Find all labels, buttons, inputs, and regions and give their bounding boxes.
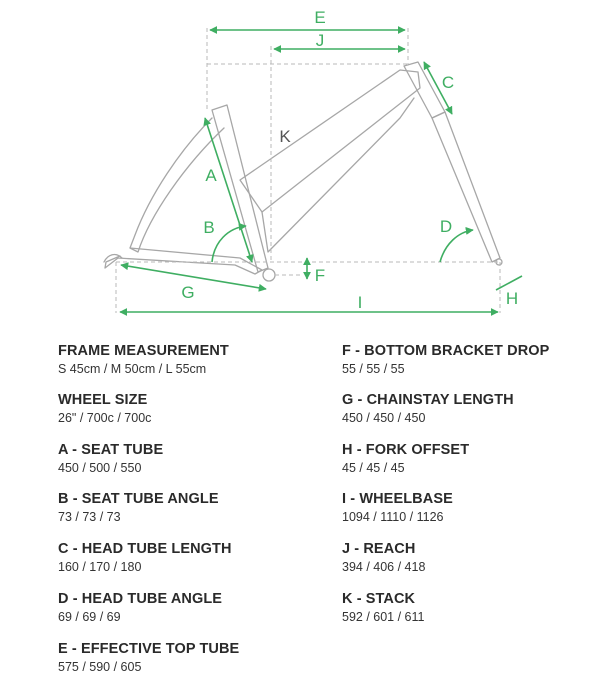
- spec-title: J - REACH: [342, 541, 416, 557]
- dim-a-line: [205, 118, 252, 262]
- spec-value: 160 / 170 / 180: [58, 560, 142, 574]
- spec-value: 55 / 55 / 55: [342, 362, 405, 376]
- spec-title: FRAME MEASUREMENT: [58, 343, 229, 359]
- spec-value: 45 / 45 / 45: [342, 461, 405, 475]
- spec-chainstay-length: [342, 391, 608, 427]
- spec-seat-tube: [58, 441, 328, 477]
- label-f: F: [314, 266, 326, 285]
- spec-title: F - BOTTOM BRACKET DROP: [342, 343, 550, 359]
- label-h: H: [505, 289, 519, 308]
- spec-stack: [342, 590, 608, 626]
- spec-reach: [342, 540, 608, 576]
- spec-head-tube-length: [58, 540, 328, 576]
- label-e: E: [314, 8, 326, 27]
- spec-bottom-bracket-drop: [342, 342, 608, 378]
- spec-wheel-size: [58, 391, 328, 427]
- guide-lines: [116, 28, 500, 313]
- spec-title: K - STACK: [342, 591, 416, 607]
- spec-title: E - EFFECTIVE TOP TUBE: [58, 641, 240, 657]
- spec-title: WHEEL SIZE: [58, 392, 148, 408]
- spec-title: C - HEAD TUBE LENGTH: [58, 541, 232, 557]
- label-j: J: [315, 31, 325, 50]
- spec-value: 575 / 590 / 605: [58, 660, 142, 674]
- spec-frame-measurement: [58, 342, 328, 378]
- spec-head-tube-angle: [58, 590, 328, 626]
- spec-value: 69 / 69 / 69: [58, 610, 121, 624]
- spec-title: H - FORK OFFSET: [342, 442, 470, 458]
- label-a: A: [205, 166, 217, 185]
- spec-fork-offset: [342, 441, 608, 477]
- spec-value: 26" / 700c / 700c: [58, 411, 152, 425]
- spec-value: S 45cm / M 50cm / L 55cm: [58, 362, 207, 376]
- frame-geometry-diagram: [0, 0, 608, 330]
- label-b: B: [203, 218, 215, 237]
- label-c: C: [441, 73, 455, 92]
- spec-title: G - CHAINSTAY LENGTH: [342, 392, 514, 408]
- spec-title: A - SEAT TUBE: [58, 442, 164, 458]
- spec-value: 592 / 601 / 611: [342, 610, 425, 624]
- spec-title: B - SEAT TUBE ANGLE: [58, 491, 219, 507]
- spec-title: D - HEAD TUBE ANGLE: [58, 591, 223, 607]
- spec-value: 450 / 500 / 550: [58, 461, 142, 475]
- spec-value: 73 / 73 / 73: [58, 510, 121, 524]
- spec-title: I - WHEELBASE: [342, 491, 453, 507]
- spec-seat-tube-angle: [58, 490, 328, 526]
- spec-value: 1094 / 1110 / 1126: [342, 510, 444, 524]
- spec-wheelbase: [342, 490, 608, 526]
- label-i: I: [357, 293, 363, 312]
- label-k: K: [279, 127, 291, 146]
- spec-value: 394 / 406 / 418: [342, 560, 426, 574]
- spec-value: 450 / 450 / 450: [342, 411, 426, 425]
- spec-effective-top-tube: [58, 640, 328, 676]
- label-g: G: [181, 283, 195, 302]
- label-d: D: [439, 217, 453, 236]
